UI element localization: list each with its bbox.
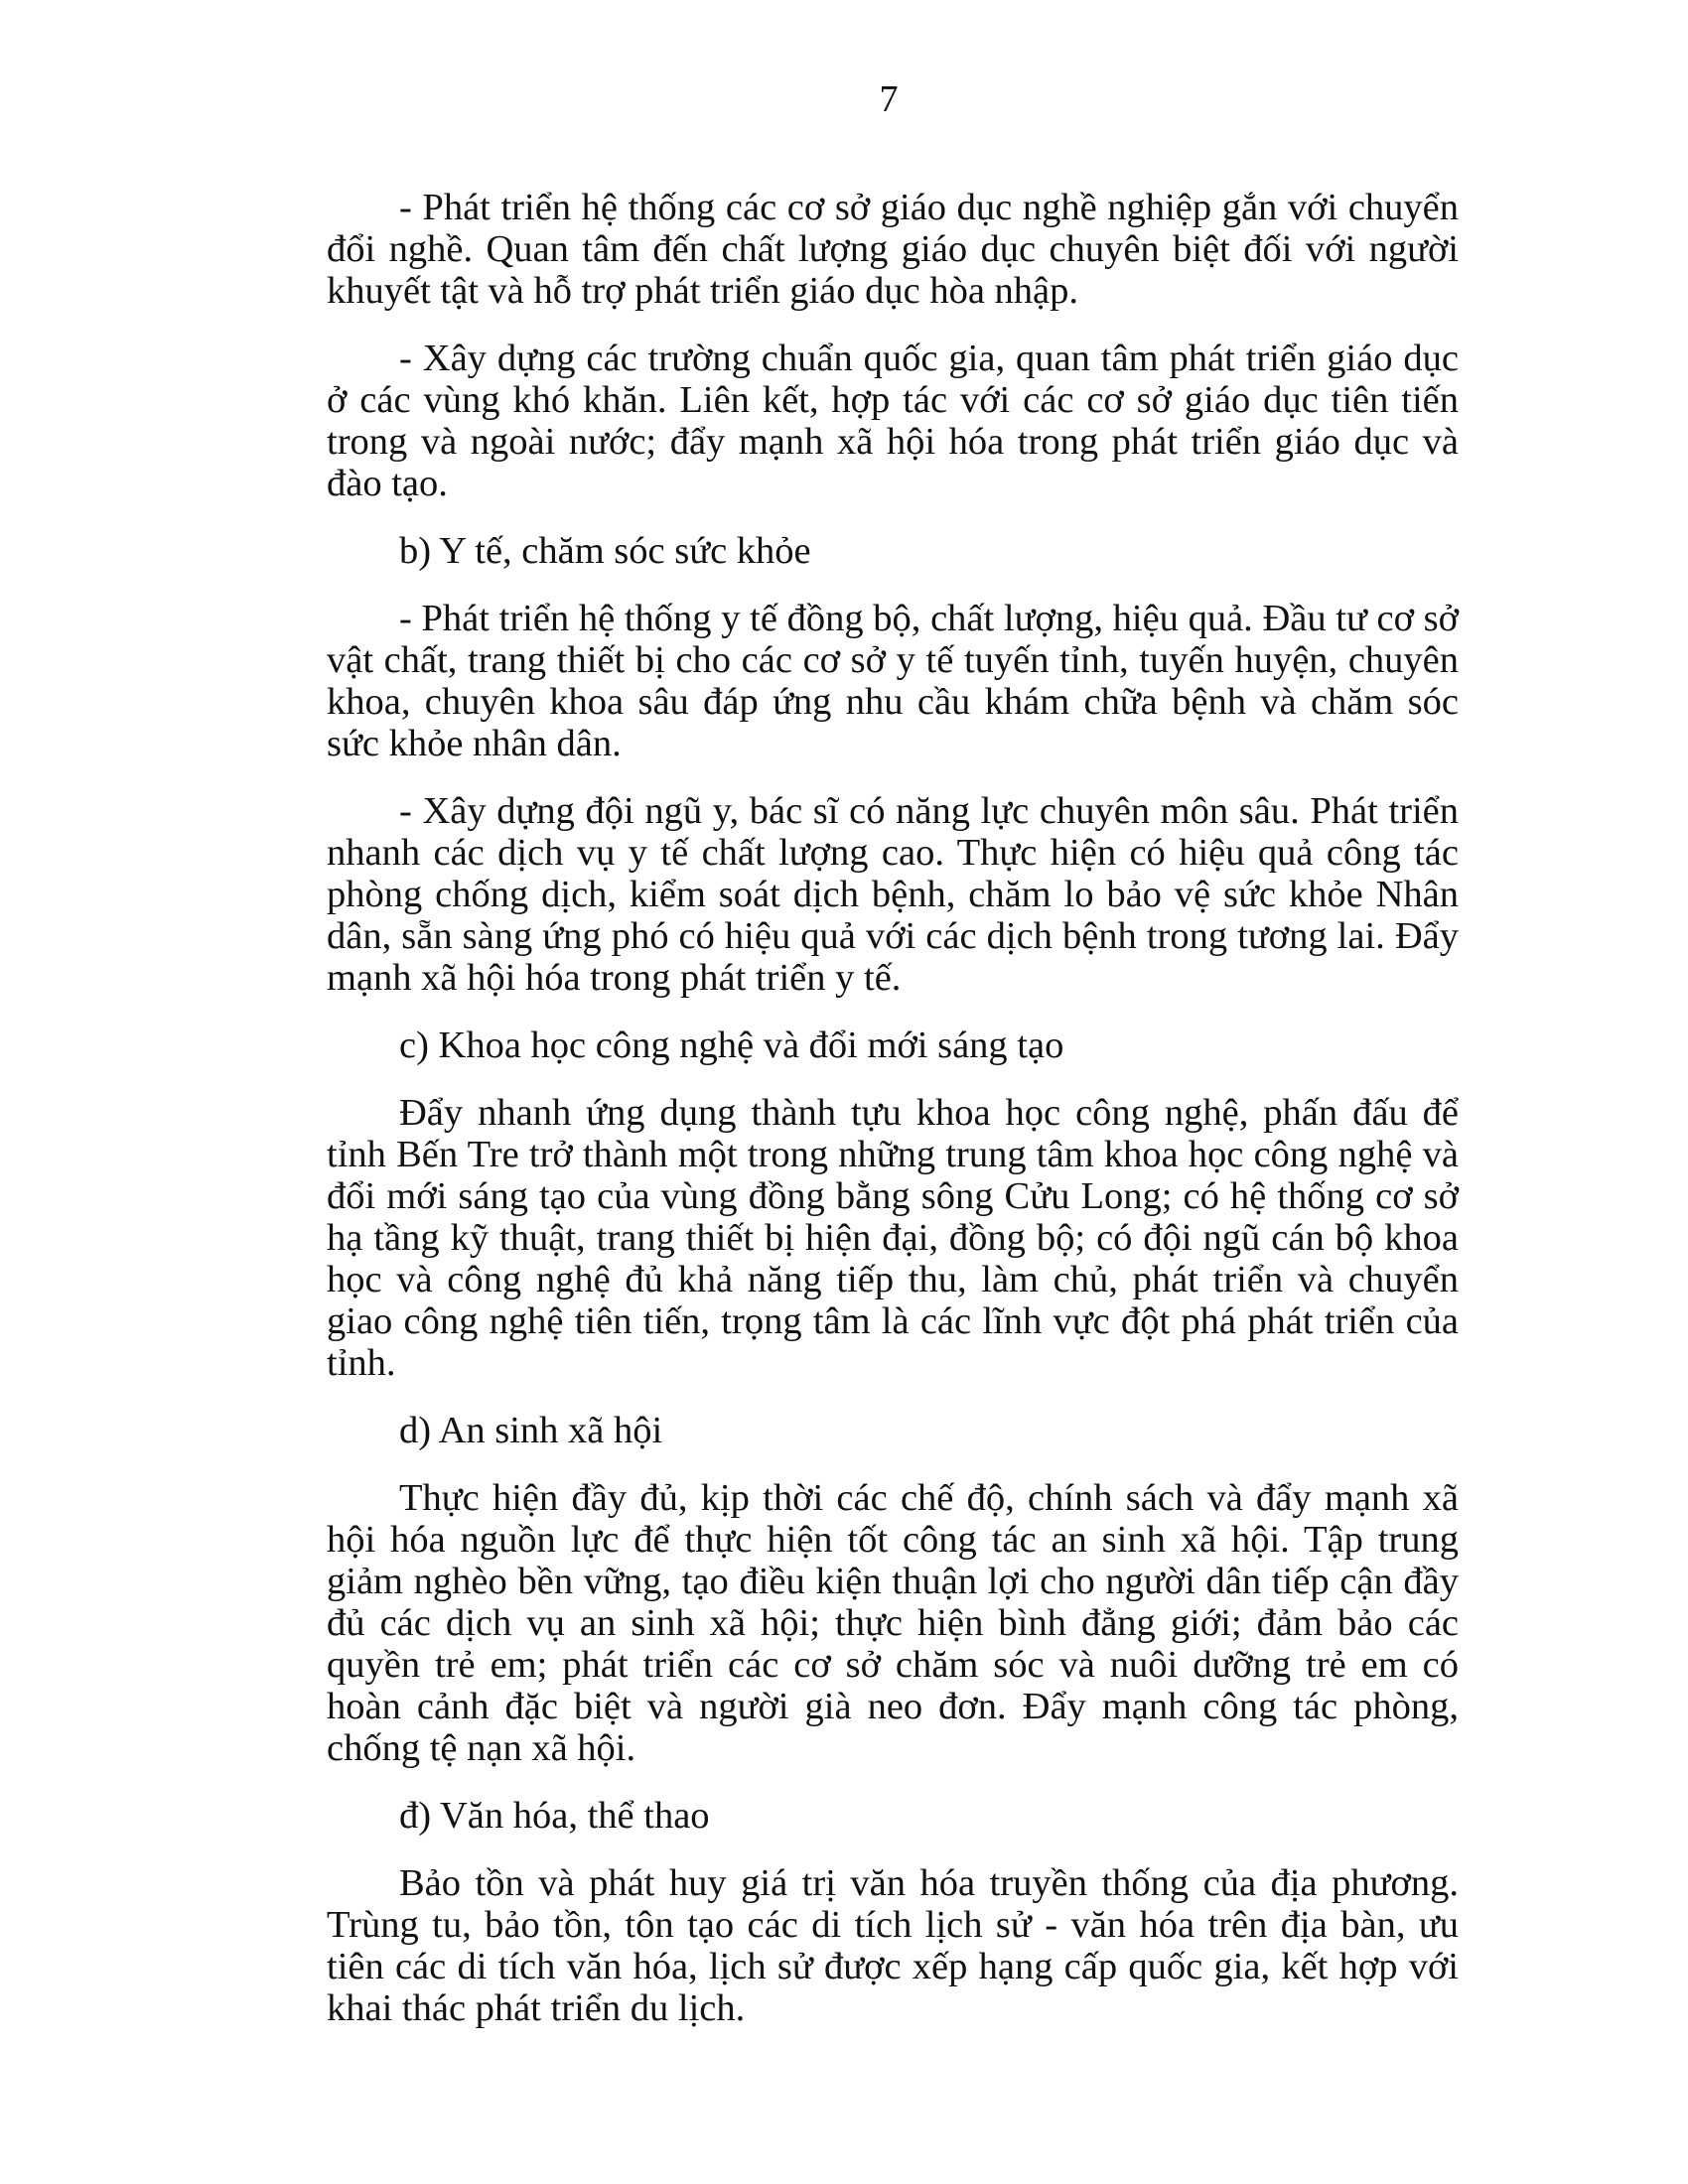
paragraph-health-system: - Phát triển hệ thống y tế đồng bộ, chất lượng, hiệu quả. Đầu tư cơ sở vật chất, trang thiết bị cho các cơ sở y tế tuyến tỉnh, tuyến huyện, chuyên khoa, chuyên khoa sâu đáp ứng nhu cầu khám chữa bệnh và chăm sóc sức khỏe nhân dân.	[327, 598, 1459, 764]
section-heading-social-security: d) An sinh xã hội	[399, 1410, 663, 1451]
paragraph-science-technology: Đẩy nhanh ứng dụng thành tựu khoa học công nghệ, phấn đấu để tỉnh Bến Tre trở thành một trong những trung tâm khoa học công nghệ và đổi mới sáng tạo của vùng đồng bằng sông Cửu Long; có hệ thống cơ sở hạ tầng kỹ thuật, trang thiết bị hiện đại, đồng bộ; có đội ngũ cán bộ khoa học và công nghệ đủ khả năng tiếp thu, làm chủ, phát triển và chuyển giao công nghệ tiên tiến, trọng tâm là các lĩnh vực đột phá phát triển của tỉnh.	[327, 1092, 1459, 1384]
paragraph-culture-heritage: Bảo tồn và phát huy giá trị văn hóa truyền thống của địa phương. Trùng tu, bảo tồn, tôn tạo các di tích lịch sử - văn hóa trên địa bàn, ưu tiên các di tích văn hóa, lịch sử được xếp hạng cấp quốc gia, kết hợp với khai thác phát triển du lịch.	[327, 1862, 1459, 2029]
document-body	[327, 187, 1459, 2055]
section-heading-health: b) Y tế, chăm sóc sức khỏe	[399, 530, 811, 572]
paragraph-national-standard-schools: - Xây dựng các trường chuẩn quốc gia, quan tâm phát triển giáo dục ở các vùng khó khăn. Liên kết, hợp tác với các cơ sở giáo dục tiên tiến trong và ngoài nước; đẩy mạnh xã hội hóa trong phát triển giáo dục và đào tạo.	[327, 338, 1459, 504]
paragraph-medical-staff: - Xây dựng đội ngũ y, bác sĩ có năng lực chuyên môn sâu. Phát triển nhanh các dịch vụ y tế chất lượng cao. Thực hiện có hiệu quả công tác phòng chống dịch, kiểm soát dịch bệnh, chăm lo bảo vệ sức khỏe Nhân dân, sẵn sàng ứng phó có hiệu quả với các dịch bệnh trong tương lai. Đẩy mạnh xã hội hóa trong phát triển y tế.	[327, 790, 1459, 999]
section-heading-culture-sports: đ) Văn hóa, thể thao	[399, 1795, 710, 1837]
paragraph-social-security: Thực hiện đầy đủ, kịp thời các chế độ, chính sách và đẩy mạnh xã hội hóa nguồn lực để thực hiện tốt công tác an sinh xã hội. Tập trung giảm nghèo bền vững, tạo điều kiện thuận lợi cho người dân tiếp cận đầy đủ các dịch vụ an sinh xã hội; thực hiện bình đẳng giới; đảm bảo các quyền trẻ em; phát triển các cơ sở chăm sóc và nuôi dưỡng trẻ em có hoàn cảnh đặc biệt và người già neo đơn. Đẩy mạnh công tác phòng, chống tệ nạn xã hội.	[327, 1477, 1459, 1769]
page-number: 7	[879, 78, 899, 120]
section-heading-science-technology: c) Khoa học công nghệ và đổi mới sáng tạo	[399, 1024, 1064, 1066]
paragraph-vocational-education: - Phát triển hệ thống các cơ sở giáo dục nghề nghiệp gắn với chuyển đổi nghề. Quan tâm đến chất lượng giáo dục chuyên biệt đối với người khuyết tật và hỗ trợ phát triển giáo dục hòa nhập.	[327, 187, 1459, 312]
